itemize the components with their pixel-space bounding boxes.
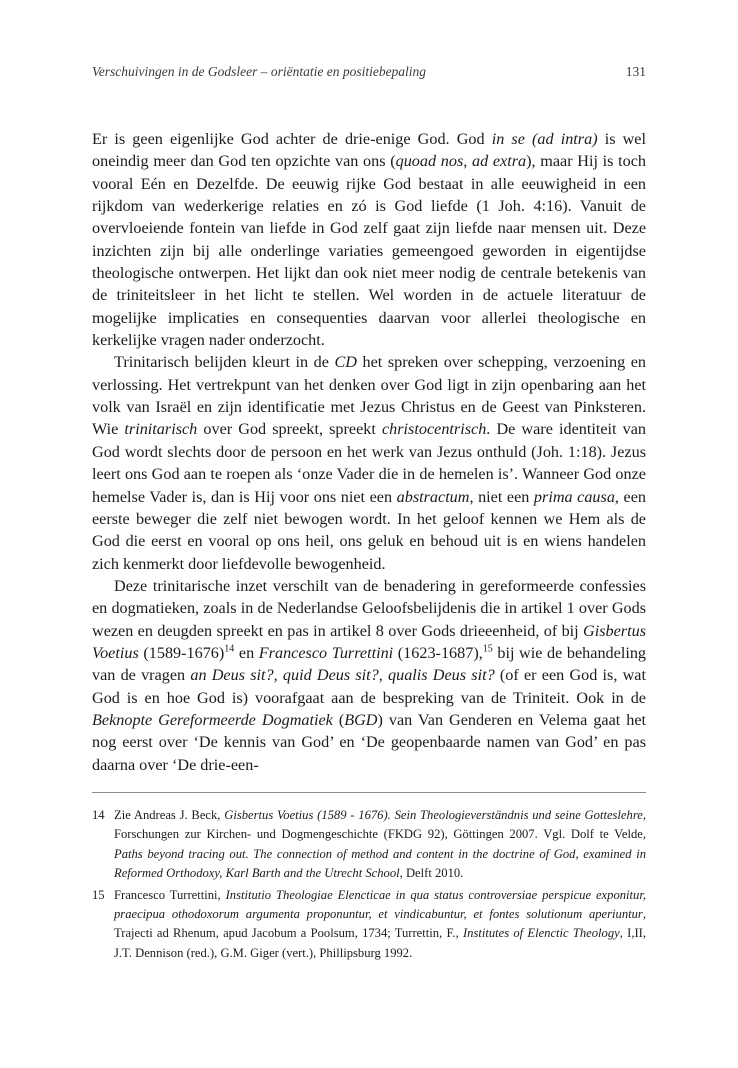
text-run: , Forschungen zur Kirchen- und Dogmengeschichte (FKDG 92), Göttingen 2007. Vgl. Dolf te Velde,	[114, 808, 646, 842]
italic-text: trinitarisch	[124, 420, 198, 439]
text-run: het spreken over schepping, verzoening en verlossing. Het vertrekpunt van het denken over God ligt in zijn openbaring aan het volk van Israël en zijn identificatie met Jezus Christus en de Geest van Pinksteren. Wie	[92, 353, 646, 439]
text-run: , niet een	[469, 487, 534, 506]
text-run: (1589-1676)	[138, 643, 225, 662]
footnote-number: 14	[92, 808, 105, 822]
italic-text: quoad nos, ad extra	[395, 152, 527, 171]
italic-text: prima causa	[533, 487, 615, 506]
text-run: Francesco Turrettini,	[114, 887, 226, 902]
paragraph	[92, 128, 646, 351]
italic-text: Gisbertus Voetius	[92, 621, 646, 662]
italic-text: in se (ad intra)	[491, 130, 598, 148]
footnotes	[92, 806, 646, 965]
italic-text: Paths beyond tracing out. The connection of method and content in the doctrine of God, examined in Reformed Orthodoxy, Karl Barth and the Utrecht School	[114, 846, 646, 881]
italic-text: christocentrisch	[381, 420, 487, 439]
italic-text: Francesco Turrettini	[258, 643, 394, 662]
text-run: , I,II, J.T. Dennison (red.), G.M. Giger (vert.), Phillipsburg 1992.	[114, 926, 647, 960]
footnote-ref: 15	[482, 643, 493, 655]
text-run: Er is geen eigenlijke God achter de drie-enige God. God	[92, 130, 492, 148]
text-run: Deze trinitarische inzet verschilt van de benadering in gereformeerde confessies en dogmatieken, zoals in de Nederlandse Geloofsbelijdenis die in artikel 1 over Gods wezen en deugden spreekt en pas in artikel 8 over Gods drieeenheid, of bij	[92, 576, 646, 640]
text-run: Zie Andreas J. Beck,	[114, 808, 225, 822]
text-run: ) van Van Genderen en Velema gaat het nog eerst over ‘De kennis van God’ en ‘De geopenbaarde namen van God’ en pas daarna over ‘De drie-een-	[92, 710, 647, 774]
italic-text: Institutio Theologiae Elencticae in qua status controversiae perspicue exponitur, praecipua othodoxorum argumenta proponuntur, et vindicabuntur, et fontes solutionum aperiuntur	[114, 887, 646, 922]
text-run: , een eerste beweger die zelf niet bewogen wordt. In het geloof kennen we Hem als de God die eerst en vooral op ons heil, ons geluk en behoud uit is en wiens handelen zich kenmerkt door liefdevolle bewogenheid.	[92, 487, 646, 573]
footnote-ref: 14	[224, 643, 235, 655]
body-text	[92, 128, 646, 776]
page-number: 131	[625, 64, 646, 79]
italic-text: Institutes of Elenctic Theology	[462, 926, 620, 941]
text-run: . De ware identiteit van God wordt slechts door de persoon en het werk van Jezus onthuld (Joh. 1:18). Jezus leert ons God aan te roepen als ‘onze Vader die in de hemelen is’. Wanneer God onze hemelse Vader is, dan is Hij voor ons niet een	[92, 420, 646, 506]
text-run: is wel oneindig meer dan God ten opzichte van ons (	[92, 130, 646, 171]
running-title: Verschuivingen in de Godsleer – oriëntatie en positiebepaling	[92, 64, 427, 79]
text-run: , Trajecti ad Rhenum, apud Jacobum a Poolsum, 1734; Turrettin, F.,	[114, 907, 646, 941]
text-run: ), maar Hij is toch vooral Eén en Dezelfde. De eeuwig rijke God bestaat in alle eeuwigheid in een rijkdom van wederkerige relaties en zó is God liefde (1 Joh. 4:16). Vanuit de overvloeiende fontein van liefde in God zelf gaat zijn liefde naar mensen uit. Deze inzichten zijn bij alle onderlinge variaties gemeengoed geworden in eigentijdse theologische ontwerpen. Het lijkt dan ook niet meer nodig de centrale betekenis van de triniteitsleer in het licht te stellen. Wel worden in de actuele literatuur de mogelijke implicaties en consequenties daarvan voor allerlei theologische en kerkelijke vragen nader onderzocht.	[92, 152, 647, 350]
running-header	[92, 64, 646, 80]
text-run: (1623-1687),	[393, 643, 483, 662]
text-run: , Delft 2010.	[399, 866, 464, 881]
paragraph	[92, 575, 646, 776]
footnote-number: 15	[92, 887, 105, 902]
footnote-rule	[92, 792, 646, 793]
text-run: (	[332, 710, 345, 729]
text-run: (of er een God is, wat God is en hoe God is) voorafgaat aan de bespreking van de Triniteit. Ook in de	[92, 666, 646, 707]
footnote-text	[114, 886, 646, 964]
italic-text: Beknopte Gereformeerde Dogmatiek	[92, 710, 333, 729]
text-run: over God spreekt, spreekt	[197, 420, 382, 439]
text-run: en	[234, 643, 259, 662]
italic-text: CD	[334, 353, 357, 372]
footnote	[92, 806, 646, 884]
italic-text: BGD	[344, 710, 378, 729]
footnote-text	[114, 806, 646, 884]
italic-text: abstractum	[396, 487, 470, 506]
text-run: Trinitarisch belijden kleurt in de	[114, 353, 335, 372]
paragraph	[92, 351, 646, 574]
text-run: bij wie de behandeling van de vragen	[92, 643, 647, 685]
italic-text: Gisbertus Voetius (1589 - 1676). Sein Theologieverständnis und seine Gotteslehre	[224, 808, 643, 822]
italic-text: an Deus sit?, quid Deus sit?, qualis Deus sit?	[190, 666, 495, 685]
footnote	[92, 886, 646, 964]
